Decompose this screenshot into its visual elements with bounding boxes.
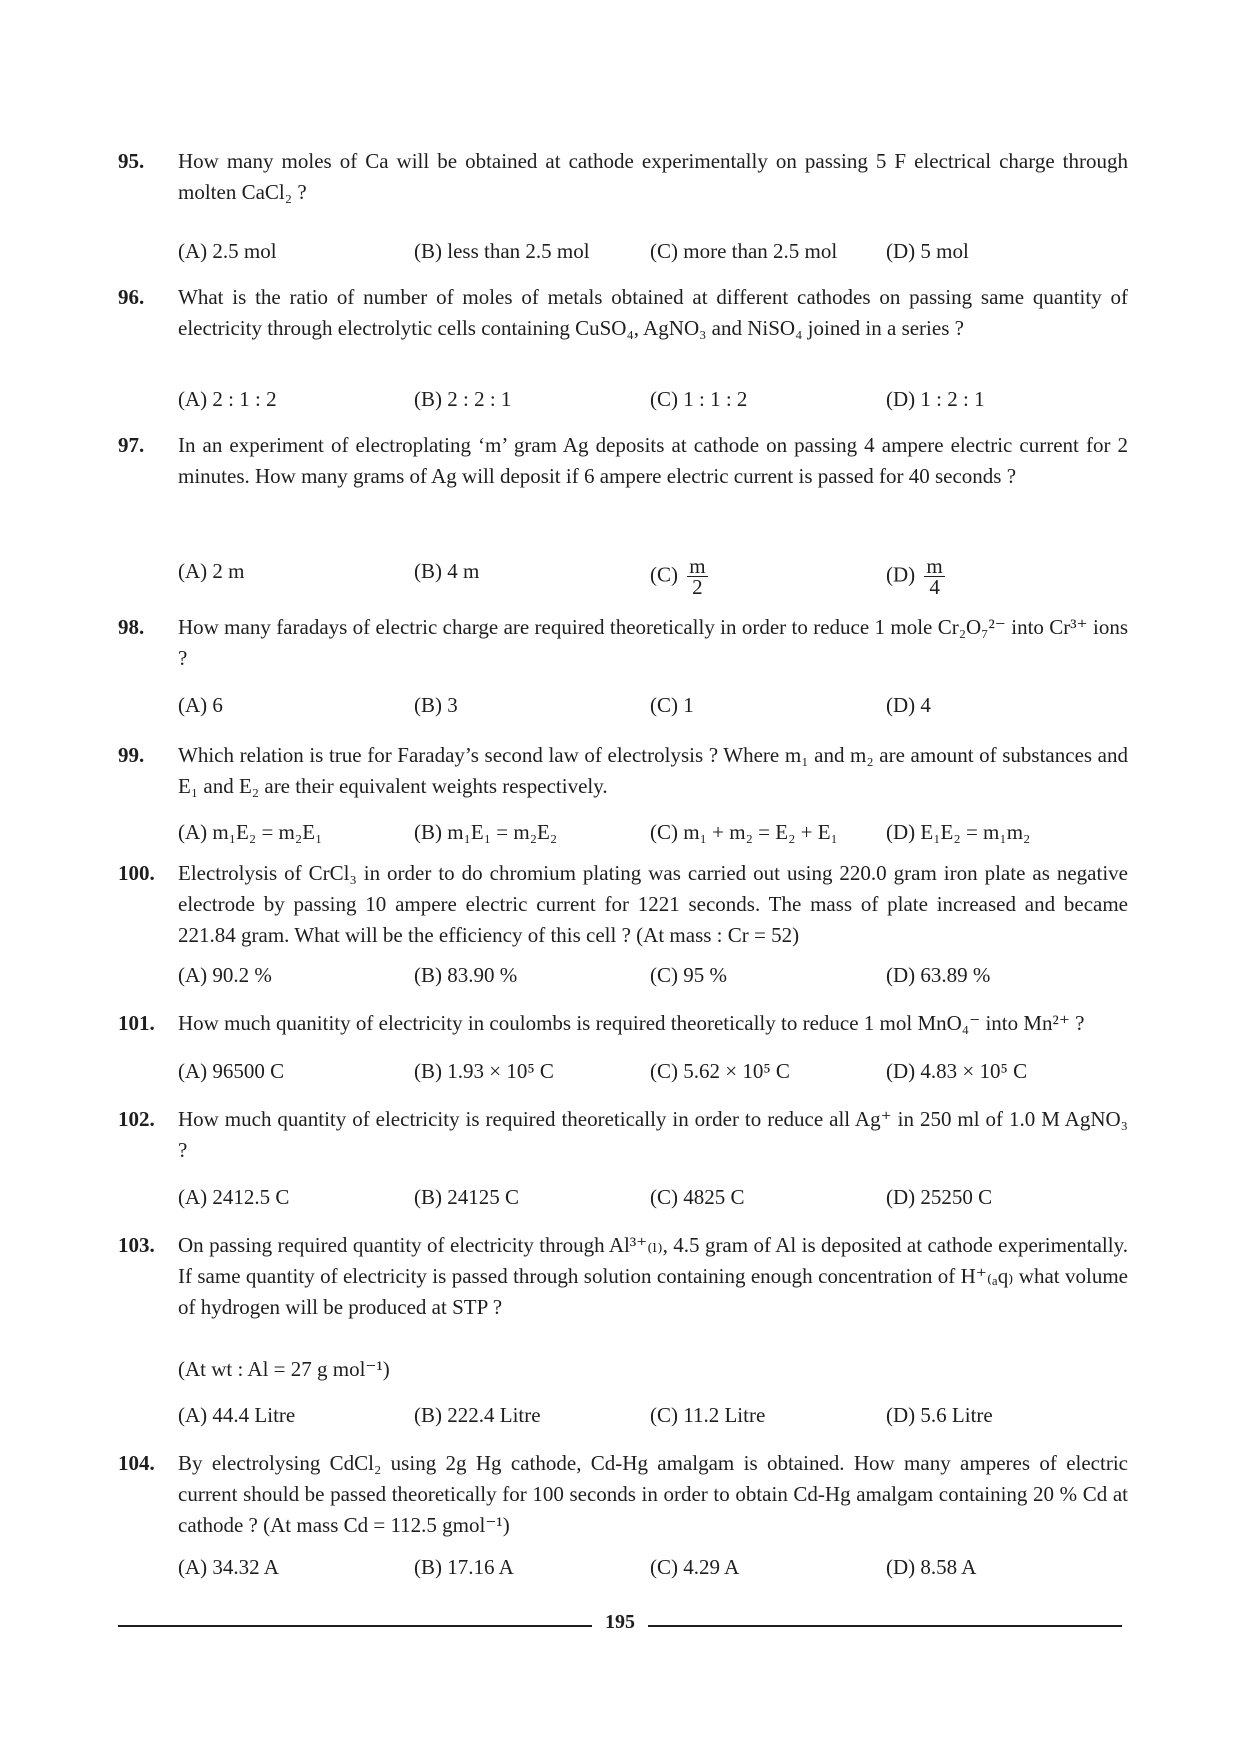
option-b[interactable]: (B) m₁E₁ = m₂E₂	[414, 820, 558, 844]
question-text: What is the ratio of number of moles of metals obtained at different cathodes on passing same quantity of electricity through electrolytic cells containing CuSO₄, AgNO₃ and NiSO₄ joined in a series ?	[178, 285, 1128, 340]
question-number: 95.	[118, 149, 145, 173]
option-d[interactable]: (D) 4	[886, 693, 931, 717]
options-101	[178, 1056, 1138, 1087]
options-96	[178, 384, 1138, 415]
question-number: 102.	[118, 1107, 155, 1131]
footer-rule-right	[648, 1625, 1122, 1627]
question-number: 96.	[118, 285, 145, 309]
option-a[interactable]: (A) 96500 C	[178, 1059, 285, 1083]
option-b[interactable]: (B) 17.16 A	[414, 1555, 514, 1579]
option-c[interactable]: (C) 5.62 × 10⁵ C	[650, 1059, 790, 1083]
question-text: On passing required quantity of electricity through Al³⁺₍ₗ₎, 4.5 gram of Al is deposited at cathode experimentally. If same quantity of electricity is passed through solution containing enough concentration of H⁺₍ₐq₎ what volume of hydrogen will be produced at STP ?	[178, 1233, 1128, 1319]
question-text: In an experiment of electroplating ‘m’ gram Ag deposits at cathode on passing 4 ampere electric current for 2 minutes. How many grams of Ag will deposit if 6 ampere electric current is passed for 40 seconds ?	[178, 433, 1128, 488]
fraction-m-over-2	[687, 556, 707, 597]
question-number: 97.	[118, 433, 145, 457]
question-text: Electrolysis of CrCl₃ in order to do chromium plating was carried out using 220.0 gram iron plate as negative electrode by passing 10 ampere electric current for 1221 seconds. The mass of plate increased and became 221.84 gram. What will be the efficiency of this cell ? (At mass : Cr = 52)	[178, 861, 1128, 947]
option-b[interactable]: (B) 4 m	[414, 559, 480, 583]
options-99	[178, 817, 1138, 848]
option-d[interactable]	[886, 556, 945, 597]
question-98	[118, 612, 1128, 674]
question-text: Which relation is true for Faraday’s second law of electrolysis ? Where m₁ and m₂ are amount of substances and E₁ and E₂ are their equivalent weights respectively.	[178, 743, 1128, 798]
question-number: 101.	[118, 1011, 155, 1035]
option-d[interactable]: (D) 25250 C	[886, 1185, 993, 1209]
options-104	[178, 1552, 1138, 1583]
option-c-label: (C)	[650, 562, 678, 587]
option-c[interactable]: (C) more than 2.5 mol	[650, 239, 838, 263]
option-d-label: (D)	[886, 562, 916, 587]
option-d[interactable]: (D) 8.58 A	[886, 1555, 977, 1579]
options-102	[178, 1182, 1138, 1213]
question-95	[118, 146, 1128, 208]
atomic-weight-note: (At wt : Al = 27 g mol⁻¹)	[178, 1357, 390, 1381]
option-b[interactable]: (B) 222.4 Litre	[414, 1403, 541, 1427]
option-c[interactable]: (C) 11.2 Litre	[650, 1403, 766, 1427]
option-b[interactable]: (B) 83.90 %	[414, 963, 518, 987]
question-text: How many faradays of electric charge are required theoretically in order to reduce 1 mole Cr₂O₇²⁻ into Cr³⁺ ions ?	[178, 615, 1128, 670]
fraction-numerator: m	[689, 554, 706, 578]
option-c[interactable]: (C) 95 %	[650, 963, 727, 987]
option-b[interactable]: (B) 1.93 × 10⁵ C	[414, 1059, 554, 1083]
option-a[interactable]: (A) 2 m	[178, 559, 245, 583]
option-a[interactable]: (A) 6	[178, 693, 223, 717]
question-100	[118, 858, 1128, 951]
option-d[interactable]: (D) E₁E₂ = m₁m₂	[886, 820, 1031, 844]
option-b[interactable]: (B) 2 : 2 : 1	[414, 387, 512, 411]
option-c[interactable]: (C) 4825 C	[650, 1185, 745, 1209]
question-102	[118, 1104, 1128, 1166]
option-a[interactable]: (A) m₁E₂ = m₂E₁	[178, 820, 323, 844]
question-101	[118, 1008, 1128, 1039]
options-103	[178, 1400, 1138, 1431]
question-text: How much quanitity of electricity in coulombs is required theoretically to reduce 1 mol MnO₄⁻ into Mn²⁺ ?	[178, 1011, 1085, 1035]
options-98	[178, 690, 1138, 721]
option-c[interactable]: (C) 4.29 A	[650, 1555, 740, 1579]
question-104	[118, 1448, 1128, 1541]
question-103	[118, 1230, 1128, 1323]
fraction-denominator: 4	[929, 575, 940, 599]
option-d[interactable]: (D) 4.83 × 10⁵ C	[886, 1059, 1028, 1083]
question-96	[118, 282, 1128, 344]
option-c[interactable]: (C) m₁ + m₂ = E₂ + E₁	[650, 820, 838, 844]
options-97	[178, 554, 1138, 599]
options-100	[178, 960, 1138, 991]
fraction-denominator: 2	[692, 575, 703, 599]
option-b[interactable]: (B) less than 2.5 mol	[414, 239, 590, 263]
options-95	[178, 236, 1138, 267]
option-c[interactable]: (C) 1 : 1 : 2	[650, 387, 748, 411]
fraction-numerator: m	[926, 554, 943, 578]
question-text: How much quantity of electricity is required theoretically in order to reduce all Ag⁺ in 250 ml of 1.0 M AgNO₃ ?	[178, 1107, 1128, 1162]
option-a[interactable]: (A) 34.32 A	[178, 1555, 279, 1579]
option-c[interactable]: (C) 1	[650, 693, 694, 717]
option-d[interactable]: (D) 5 mol	[886, 239, 969, 263]
option-a[interactable]: (A) 90.2 %	[178, 963, 272, 987]
option-b[interactable]: (B) 3	[414, 693, 458, 717]
question-99	[118, 740, 1128, 802]
option-d[interactable]: (D) 1 : 2 : 1	[886, 387, 985, 411]
option-a[interactable]: (A) 2.5 mol	[178, 239, 277, 263]
page-number: 195	[605, 1611, 635, 1633]
option-a[interactable]: (A) 2412.5 C	[178, 1185, 290, 1209]
question-text: How many moles of Ca will be obtained at cathode experimentally on passing 5 F electrical charge through molten CaCl₂ ?	[178, 149, 1128, 204]
question-number: 99.	[118, 743, 145, 767]
option-b[interactable]: (B) 24125 C	[414, 1185, 519, 1209]
footer-rule-left	[118, 1625, 592, 1627]
option-a[interactable]: (A) 2 : 1 : 2	[178, 387, 277, 411]
option-d[interactable]: (D) 63.89 %	[886, 963, 991, 987]
option-c[interactable]	[650, 556, 708, 597]
question-text: By electrolysing CdCl₂ using 2g Hg cathode, Cd-Hg amalgam is obtained. How many amperes of electric current should be passed theoretically for 100 seconds in order to obtain Cd-Hg amalgam containing 20 % Cd at cathode ? (At mass Cd = 112.5 gmol⁻¹)	[178, 1451, 1128, 1537]
question-number: 98.	[118, 615, 145, 639]
question-number: 100.	[118, 861, 155, 885]
question-97	[118, 430, 1128, 492]
fraction-m-over-4	[924, 556, 944, 597]
option-d[interactable]: (D) 5.6 Litre	[886, 1403, 993, 1427]
question-number: 103.	[118, 1233, 155, 1257]
option-a[interactable]: (A) 44.4 Litre	[178, 1403, 296, 1427]
question-number: 104.	[118, 1451, 155, 1475]
